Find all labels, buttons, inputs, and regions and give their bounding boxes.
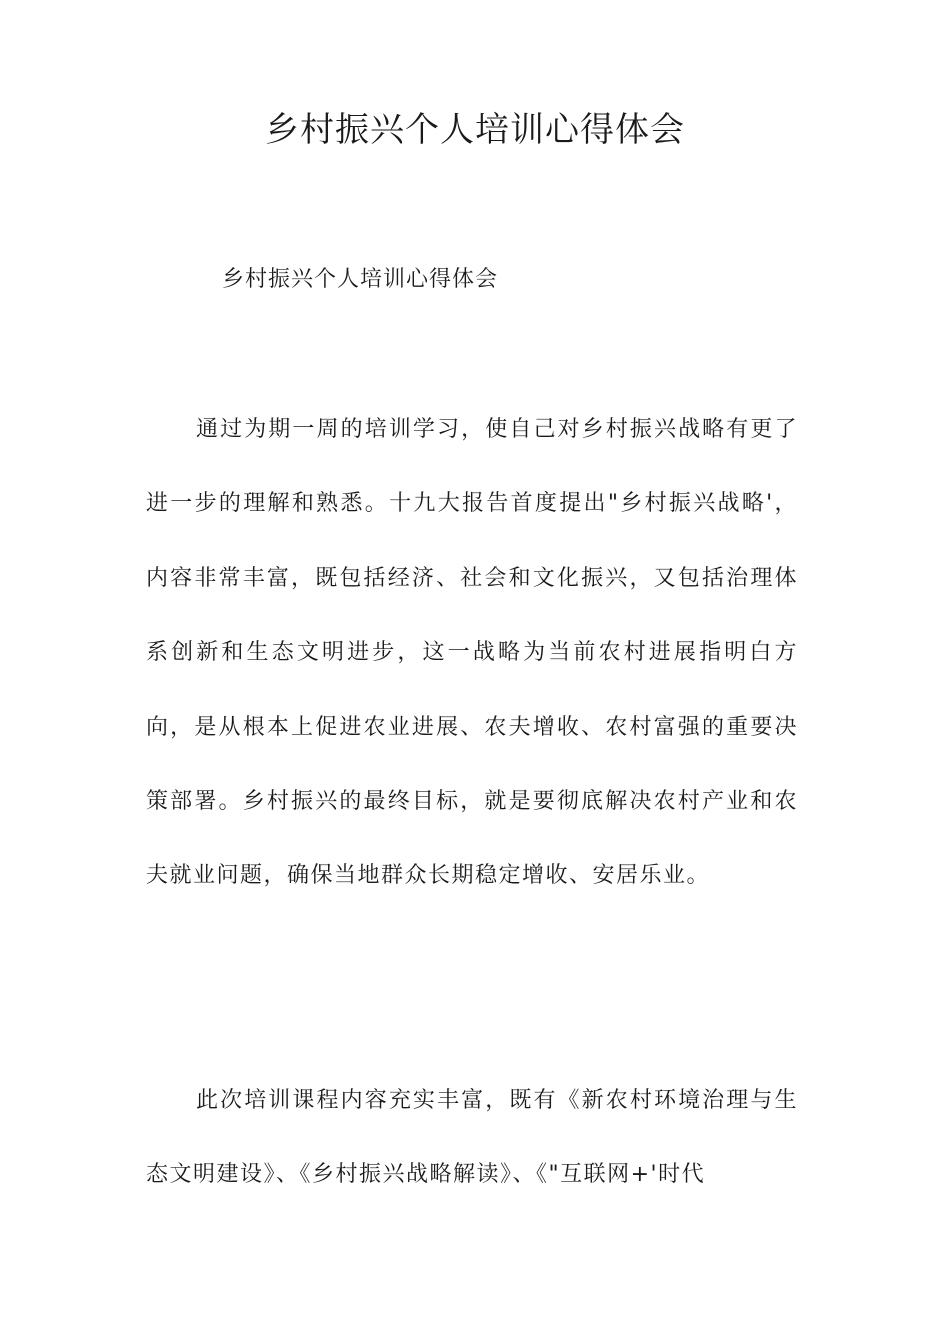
document-title: 乡村振兴个人培训心得体会 <box>265 110 685 150</box>
paragraph-2: 此次培训课程内容充实丰富，既有《新农村环境治理与生态文明建设》、《乡村振兴战略解读》、《"互联网+'时代 <box>146 1088 798 1188</box>
document-subtitle: 乡村振兴个人培训心得体会 <box>222 267 499 292</box>
paragraph-1: 通过为期一周的培训学习，使自己对乡村振兴战略有更了进一步的理解和熟悉。十九大报告首度提出"乡村振兴战略'，内容非常丰富，既包括经济、社会和文化振兴，又包括治理体系创新和生态文明进步，这一战略为当前农村进展指明白方向，是从根本上促进农业进展、农夫增收、农村富强的重要决策部署。乡村振兴的最终目标，就是要彻底解决农村产业和农夫就业问题，确保当地群众长期稳定增收、安居乐业。 <box>146 417 798 889</box>
